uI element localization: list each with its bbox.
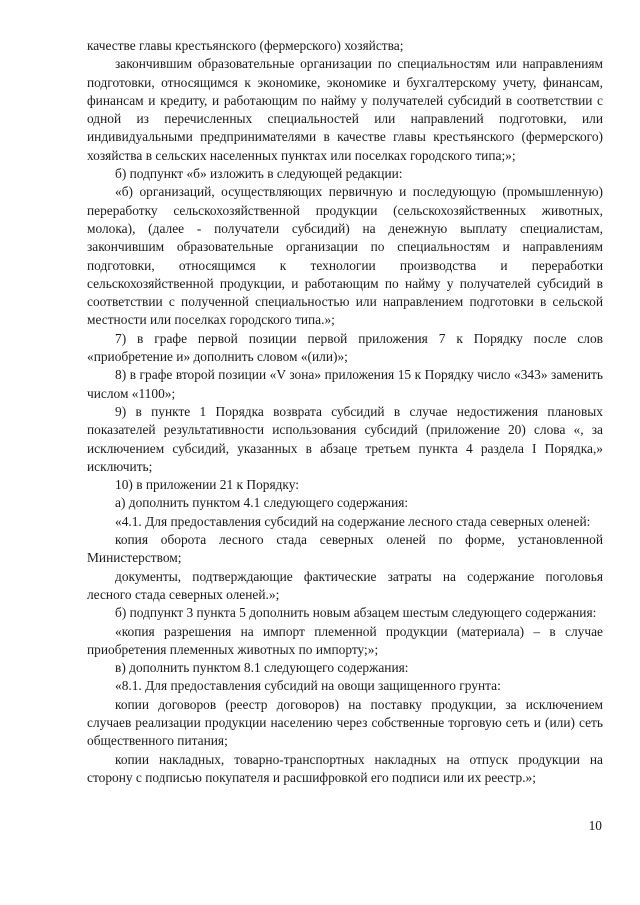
paragraph: качестве главы крестьянского (фермерского) хозяйства;	[87, 38, 404, 53]
paragraph: копии накладных, товарно-транспортных накладных на отпуск продукции на сторону с подписью покупателя и расшифровкой его подписи или их реестр.»;	[87, 751, 603, 785]
paragraph: копия оборота лесного стада северных оленей по форме, установленной Министерством;	[87, 532, 603, 566]
paragraph: 9) в пункте 1 Порядка возврата субсидий в случае недостижения плановых показателей результативности использования субсидий (приложение 20) слова «, за исключением субсидий, указанных в абзаце третьем пункта 4 раздела I Порядка,» исключить;	[87, 403, 603, 474]
paragraph: «8.1. Для предоставления субсидий на овощи защищенного грунта:	[115, 678, 501, 694]
paragraph: «б) организаций, осуществляющих первичную и последующую (промышленную) переработку сельскохозяйственной продукции (сельскохозяйственных животных, молока), (далее - получатели субсидий) на денежную выплату специалистам, закончившим образовательные организации по специальностям и направлениям подготовки, относящимся к технологии производства и переработки сельскохозяйственной продукции, и работающим по найму у получателей субсидий в соответствии с полученной специальностью или направлением подготовки в сельской местности или поселках городского типа.»;	[87, 184, 603, 328]
paragraph: а) дополнить пунктом 4.1 следующего содержания:	[115, 495, 409, 511]
page-number: 10	[588, 818, 602, 833]
document-body	[87, 37, 603, 787]
paragraph: 7) в графе первой позиции первой приложения 7 к Порядку после слов «приобретение и» дополнить словом «(или)»;	[87, 330, 603, 365]
paragraph: «4.1. Для предоставления субсидий на содержание лесного стада северных оленей:	[115, 513, 591, 529]
paragraph: б) подпункт 3 пункта 5 дополнить новым абзацем шестым следующего содержания:	[115, 605, 597, 621]
paragraph: 8) в графе второй позиции «V зона» приложения 15 к Порядку число «343» заменить числом «1100»;	[87, 367, 603, 401]
paragraph: в) дополнить пунктом 8.1 следующего содержания:	[115, 660, 409, 676]
paragraph: «копия разрешения на импорт племенной продукции (материала) – в случае приобретения племенных животных по импорту;»;	[87, 623, 603, 657]
paragraph: 10) в приложении 21 к Порядку:	[115, 477, 299, 493]
paragraph: копии договоров (реестр договоров) на поставку продукции, за исключением случаев реализации продукции населению через собственные торговую сеть и (или) сеть общественного питания;	[87, 696, 603, 749]
paragraph: документы, подтверждающие фактические затраты на содержание поголовья лесного стада северных оленей.»;	[87, 568, 603, 602]
paragraph: закончившим образовательные организации по специальностям или направлениям подготовки, относящимся к экономике, экономике и бухгалтерскому учету, финансам, финансам и кредиту, и работающим по найму у получателей субсидий в соответствии с одной из перечисленных специальностей или направлений подготовки, или индивидуальными предпринимателями в качестве главы крестьянского (фермерского) хозяйства в сельских населенных пунктах или поселках городского типа;»;	[87, 56, 603, 163]
paragraph: б) подпункт «б» изложить в следующей редакции:	[115, 166, 403, 182]
